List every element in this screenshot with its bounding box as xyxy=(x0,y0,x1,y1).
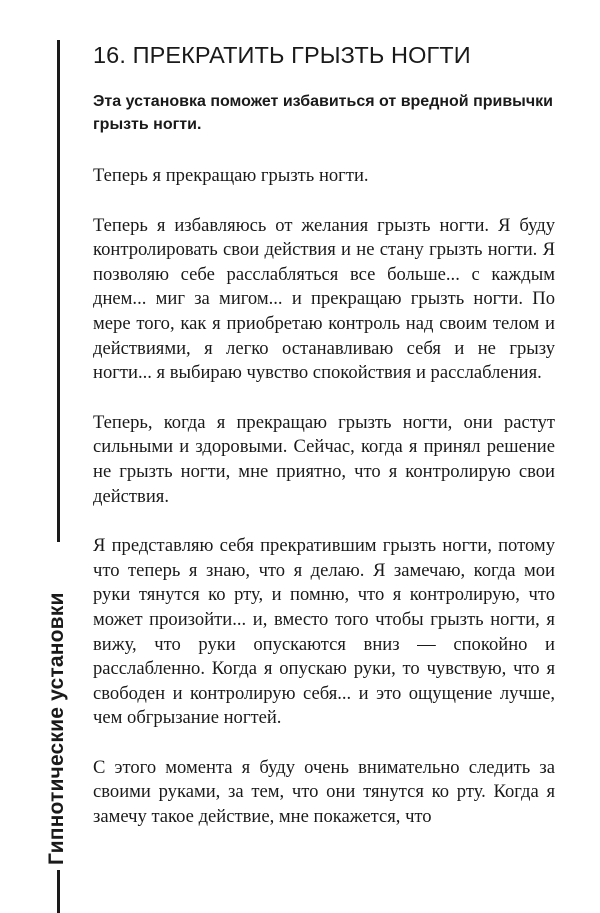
sidebar-rule-bottom xyxy=(57,870,60,913)
paragraph: С этого момента я буду очень внимательно следить за своими руками, за тем, что они тянутся ко рту. Когда я замечу такое действие, мне покажется, что xyxy=(93,756,555,828)
paragraph: Теперь, когда я прекращаю грызть ногти, они растут сильными и здоровыми. Сейчас, когда я принял решение не грызть ногти, мне приятно, что я контролирую свои действия. xyxy=(93,411,555,507)
chapter-lead: Эта установка поможет избавиться от вредной привычки грызть ногти. xyxy=(93,93,553,133)
chapter-title: 16. ПРЕКРАТИТЬ ГРЫЗТЬ НОГТИ xyxy=(93,42,471,68)
paragraph: Теперь я прекращаю грызть ногти. xyxy=(93,165,369,186)
paragraph: Теперь я избавляюсь от желания грызть ногти. Я буду контролировать свои действия и не стану грызть ногти. Я позволяю себе расслабляться все больше... с каждым днем... миг за мигом... и прекращаю грызть ногти. По мере того, как я приобретаю контроль над своим телом и действиями, я легко останавливаю себя и не грызу ногти... я выбираю чувство спокойствия и расслабления. xyxy=(93,214,555,384)
page-content xyxy=(93,38,555,830)
sidebar-rule-top xyxy=(57,40,60,542)
sidebar-section-label: Гипнотические установки xyxy=(45,592,68,865)
paragraph: Я представляю себя прекратившим грызть ногти, потому что теперь я знаю, что я делаю. Я замечаю, когда мои руки тянутся ко рту, и помню, что я контролирую, что может произойти... и, вместо того чтобы грызть ногти, я вижу, что руки опускаются вниз — спокойно и расслабленно. Когда я опускаю руки, то чувствую, что я свободен и контролирую себя... и это ощущение лучше, чем обгрызание ногтей. xyxy=(93,535,555,729)
